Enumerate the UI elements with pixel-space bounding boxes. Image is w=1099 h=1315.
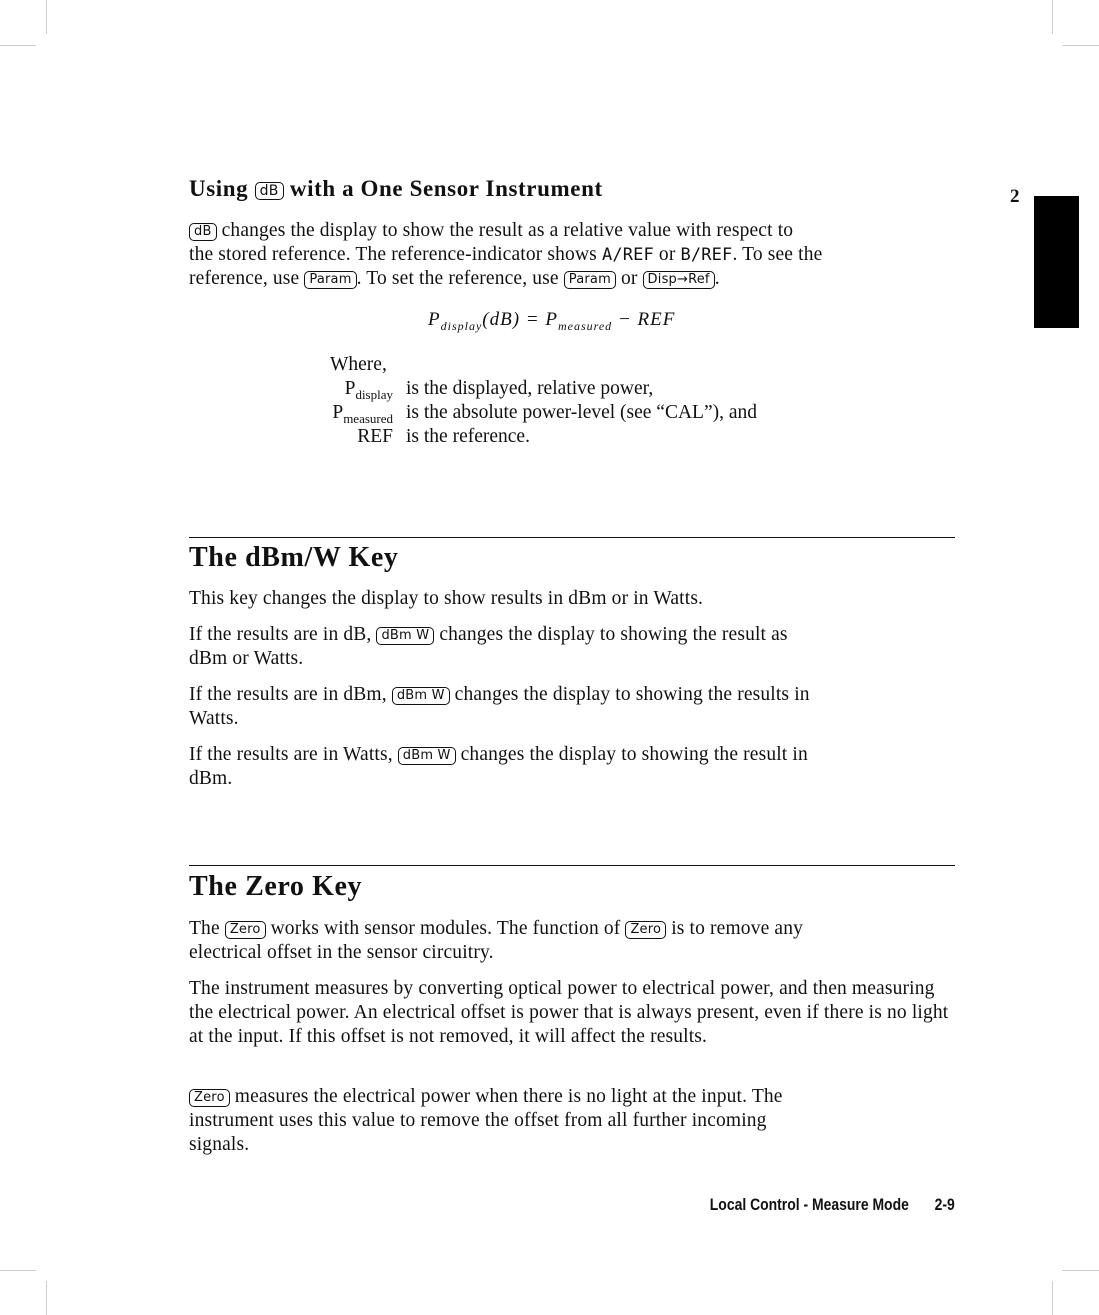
symbol: P (332, 402, 344, 423)
paragraph: This key changes the display to show results in dBm or in Watts. (189, 588, 704, 609)
crop-mark (1062, 45, 1099, 46)
where-label: Where, (330, 354, 387, 375)
text: the stored reference. The reference-indicator shows (189, 244, 597, 265)
definition-symbol (357, 425, 393, 449)
text: . (714, 268, 720, 289)
text: . To see the (732, 244, 823, 265)
paragraph: The instrument measures by converting optical power to electrical power, and then measuring the electrical power. An electrical offset is power that is always present, even if there is no light at the input. If this offset is not removed, it will affect the results. (189, 978, 949, 1047)
text: If the results are in dB, (189, 624, 372, 645)
text: The (189, 918, 220, 939)
code-a-ref: A/REF (601, 245, 654, 265)
paragraph (189, 1085, 959, 1157)
db-key-icon: dB (189, 223, 217, 241)
section-divider (189, 865, 955, 866)
text: Watts. (189, 708, 239, 729)
crop-mark (0, 45, 36, 46)
section-heading-using-db (189, 176, 603, 202)
symbol-sub: display (355, 386, 393, 402)
heading-text: Using (189, 176, 249, 201)
text: dBm. (189, 768, 233, 789)
text: changes the display to show the result as a relative value with respect to (221, 220, 794, 241)
param-key-icon: Param (304, 271, 356, 289)
paragraph (189, 743, 959, 791)
text: . To set the reference, use (356, 268, 559, 289)
page-number: 2-9 (934, 1195, 955, 1214)
formula (428, 309, 675, 334)
zero-key-icon: Zero (189, 1089, 230, 1107)
disp-ref-key-icon: Disp→Ref (643, 271, 715, 289)
text: electrical offset in the sensor circuitry. (189, 942, 494, 963)
symbol: REF (357, 426, 393, 447)
paragraph (189, 917, 959, 965)
section-heading-zero: The Zero Key (189, 871, 363, 902)
text: dBm or Watts. (189, 648, 304, 669)
footer-title: Local Control - Measure Mode (709, 1195, 910, 1214)
dbm-w-key-icon: dBm W (398, 747, 456, 765)
code-b-ref: B/REF (680, 245, 733, 265)
paragraph-db-description (189, 219, 959, 291)
text: changes the display to showing the result in (460, 744, 808, 765)
formula-p: P (428, 309, 441, 330)
chapter-tab-block (1034, 196, 1079, 328)
section-heading-dbm-w: The dBm/W Key (189, 542, 399, 573)
definition-text: is the reference. (406, 426, 530, 447)
db-key-icon: dB (255, 182, 284, 200)
crop-mark (1062, 1270, 1099, 1271)
dbm-w-key-icon: dBm W (376, 627, 434, 645)
chapter-tab-number: 2 (1010, 186, 1020, 207)
paragraph (189, 683, 959, 731)
text: or (620, 268, 638, 289)
page-footer (710, 1195, 955, 1215)
text: signals. (189, 1134, 250, 1155)
text: instrument uses this value to remove the offset from all further incoming (189, 1110, 767, 1131)
text: works with sensor modules. The function of (270, 918, 621, 939)
crop-mark (1052, 0, 1053, 34)
definition-text: is the displayed, relative power, (406, 378, 654, 399)
text: changes the display to showing the results in (454, 684, 810, 705)
formula-sub: display (440, 318, 483, 333)
paragraph (189, 623, 959, 671)
symbol: P (344, 378, 356, 399)
text: reference, use (189, 268, 300, 289)
crop-mark (0, 1270, 36, 1271)
section-divider (189, 537, 955, 538)
text: If the results are in Watts, (189, 744, 393, 765)
crop-mark (1052, 1281, 1053, 1315)
heading-text: with a One Sensor Instrument (289, 176, 603, 201)
text: If the results are in dBm, (189, 684, 387, 705)
definition-text: is the absolute power-level (see “CAL”), and (406, 402, 758, 423)
symbol-sub: measured (343, 410, 393, 426)
formula-mid: (dB) = P (482, 309, 558, 330)
dbm-w-key-icon: dBm W (392, 687, 450, 705)
text: is to remove any (671, 918, 804, 939)
formula-end: − REF (612, 309, 676, 330)
zero-key-icon: Zero (225, 921, 266, 939)
text: or (658, 244, 676, 265)
text: changes the display to showing the result as (439, 624, 788, 645)
crop-mark (46, 1281, 47, 1315)
text: measures the electrical power when there is no light at the input. The (234, 1086, 783, 1107)
formula-sub: measured (557, 318, 613, 333)
crop-mark (46, 0, 47, 34)
param-key-icon: Param (564, 271, 616, 289)
zero-key-icon: Zero (625, 921, 666, 939)
